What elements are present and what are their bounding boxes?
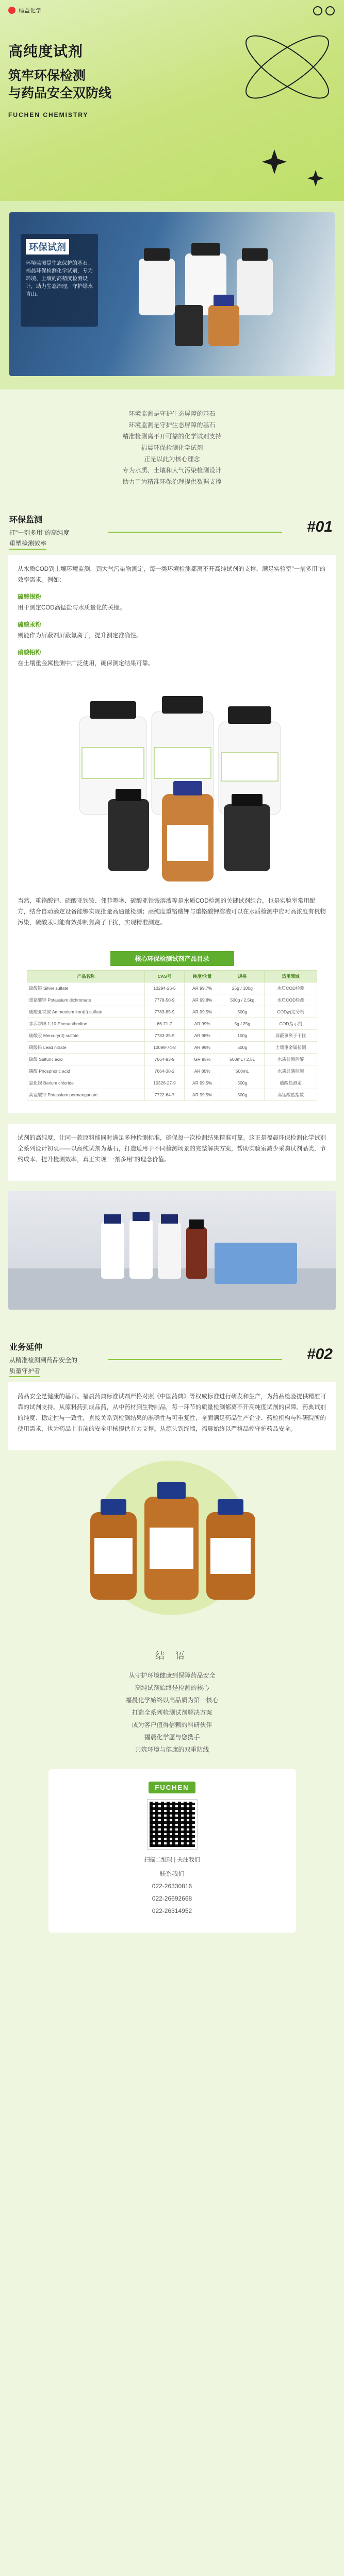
table-cell: 500g [220,1089,265,1101]
section-02-kicker: 业务延伸 [9,1343,43,1352]
product-bottles-image [18,675,324,892]
table-cell: AR 85% [185,1065,220,1077]
account-name: 畅益化学 [19,8,41,14]
table-cell: 土壤重金属检测 [265,1042,317,1054]
table-cell: AR 99.8% [185,994,220,1006]
table-cell: AR 99.5% [185,1089,220,1101]
table-cell: 500g [220,1077,265,1089]
closing-section [0,1633,344,1963]
section-01-body [8,555,336,944]
table-cell: 500mL [220,1065,265,1077]
table-row [27,1065,317,1077]
section-divider [108,1359,282,1360]
promo-banner [9,212,335,376]
table-cell: 500g [220,1006,265,1018]
table-cell: 66-71-7 [144,1018,184,1030]
qr-code-icon[interactable] [148,1800,197,1849]
section-01-line3: 重塑检测效率 [9,539,46,550]
table-cell: 高锰酸盐指数 [265,1089,317,1101]
intro-line: 专为水质、土壤和大气污染检测设计 [122,467,222,474]
reagent-heading: 硫酸银粉 [18,594,41,600]
closing-line: 从守护环境健康到保障药品安全 [128,1672,216,1679]
table-cell: 7722-64-7 [144,1089,184,1101]
table-header: CAS号 [144,971,184,982]
section-divider [108,532,282,533]
contact-info [48,1868,296,1917]
table-cell: 氯化钡 Barium chloride [27,1077,145,1089]
table-cell: 7783-85-9 [144,1006,184,1018]
table-cell: 高锰酸钾 Potassium permanganate [27,1089,145,1101]
contact-phone[interactable]: 022-26692668 [152,1895,192,1902]
body-paragraph: 在土壤重金属检测中广泛使用，确保测定结果可靠。 [18,660,154,667]
section-01-number: #01 [306,518,333,535]
table-cell: 7664-93-9 [144,1054,184,1065]
intro-line: 助力于为精准环保治理提供数据支撑 [122,478,222,485]
intro-line: 福晨环保检测化学试剂 [141,444,203,451]
table-cell: 5g / 25g [220,1018,265,1030]
banner-desc: 环境监测是生态保护的基石。福晨环保检测化学试剂，专为环境、土壤的高精度检测设计，助力生态治理，守护绿水青山。 [26,261,93,297]
section-02-line2: 从精准检测到药品安全的 [9,1357,78,1364]
section-02-number: #02 [306,1346,333,1363]
table-cell: 500g / 2.5kg [220,994,265,1006]
table-cell: AR 99% [185,1042,220,1054]
table-cell: 硝酸铅 Lead nitrate [27,1042,145,1054]
reagent-heading: 硝酸铅粉 [18,650,41,656]
orbit-decoration-icon [210,0,344,201]
hero-subtitle [8,67,111,102]
table-header: 规格 [220,971,265,982]
intro-line: 环境监测是守护生态屏障的基石 [128,421,216,429]
fuchem-logo: FUCHEN [149,1782,195,1793]
promo-banner-section [0,201,344,389]
table-cell: 500g [220,1042,265,1054]
table-cell: 水质总磷检测 [265,1065,317,1077]
section-01-tail [8,1124,336,1181]
table-row [27,1018,317,1030]
banner-tag: 环保试剂 [26,239,69,255]
intro-line: 正是以此为核心理念 [144,455,200,463]
table-cell: AR 99.5% [185,1077,220,1089]
table-cell: 重铬酸钾 Potassium dichromate [27,994,145,1006]
table-cell: 硫酸亚铁铵 Ammonium iron(II) sulfate [27,1006,145,1018]
contact-card [48,1769,296,1933]
table-cell: AR 98% [185,1030,220,1042]
table-cell: 邻菲啰啉 1,10-Phenanthroline [27,1018,145,1030]
section-02-line3: 质量守护者 [9,1366,40,1377]
table-cell: AR 99.5% [185,1006,220,1018]
table-cell: 硫酸汞 Mercury(II) sulfate [27,1030,145,1042]
table-row [27,1030,317,1042]
table-cell: 水质检测消解 [265,1054,317,1065]
table-cell: 硫酸 Sulfuric acid [27,1054,145,1065]
product-table-section [8,944,336,1113]
table-row [27,1054,317,1065]
table-cell: 硫酸盐测定 [265,1077,317,1089]
section-02-body [8,1382,336,1450]
qr-caption: 扫描二维码 | 关注我们 [144,1857,200,1863]
banner-card [21,234,98,327]
table-row [27,982,317,994]
account-logo-icon [8,7,15,14]
table-header: 纯度/含量 [185,971,220,982]
closing-line: 共筑环境与健康的双重防线 [135,1746,209,1753]
section-01-head [0,503,344,555]
section-02 [0,1330,344,1633]
table-cell: 500mL / 2.5L [220,1054,265,1065]
lab-photo-image [8,1191,336,1310]
table-row [27,994,317,1006]
table-cell: 磷酸 Phosphoric acid [27,1065,145,1077]
table-cell: 屏蔽氯离子干扰 [265,1030,317,1042]
table-cell: 7778-50-9 [144,994,184,1006]
body-paragraph: 用于测定COD高锰盐与水质量化的关键。 [18,605,126,611]
table-cell: AR 99.7% [185,982,220,994]
section-01-kicker: 环保监测 [9,516,43,524]
body-paragraph: 当然，重铬酸钾、硫酸亚铁铵、邻菲啰啉、硫酸亚铁铵溶液等是水质COD检测的关键试剂组合，也是实验室常用配方，结合自动滴定设备能够实现批量高通量检测；高纯度重铬酸钾与重铬酸钾溶液可以在水质检测中应对高浓度有机物污染，硫酸汞则能有效抑制氯离子干扰，实现精准测定。 [18,898,326,926]
section-01 [0,503,344,1330]
table-cell: COD滴定分析 [265,1006,317,1018]
contact-phone[interactable]: 022-26330816 [152,1883,192,1890]
hero-title: 高纯度试剂 [8,43,84,59]
closing-text [8,1669,336,1756]
closing-line: 打造全系列检测试剂解决方案 [132,1709,212,1716]
hero-subtitle-line-2: 与药品安全双防线 [8,86,112,100]
intro-section [0,389,344,503]
table-header: 产品名称 [27,971,145,982]
account-bar[interactable] [8,6,41,14]
intro-line: 精准检测离不开可靠的化学试剂支持 [122,433,222,440]
table-row [27,1006,317,1018]
table-row [27,1089,317,1101]
closing-line: 福晨化学始终以高品质为第一核心 [125,1697,219,1704]
hero-brand: FUCHEN CHEMISTRY [8,111,89,118]
table-cell: 水质COD检测 [265,994,317,1006]
table-cell: 硫酸银 Silver sulfate [27,982,145,994]
table-cell: 10099-74-8 [144,1042,184,1054]
amber-bottles-image [0,1450,344,1620]
closing-line: 福晨化学愿与您携手 [144,1734,200,1741]
table-cell: 100g [220,1030,265,1042]
lab-photo [8,1191,336,1310]
product-table-title: 核心环保检测试剂产品目录 [110,951,234,966]
body-paragraph: 从水质COD到土壤环境监测，到大气污染物测定，每一类环境检测都离不开高纯试剂的支撑，满足实验室"一剂多用"的效率需求。例如： [18,566,326,583]
table-header: 适用领域 [265,971,317,982]
closing-line: 成为客户值得信赖的科研伙伴 [132,1721,212,1728]
table-cell: COD指示剂 [265,1018,317,1030]
table-cell: 7783-35-9 [144,1030,184,1042]
table-cell: 25g / 100g [220,982,265,994]
body-paragraph: 药品安全是健康的基石。福晨药典标准试剂严格对照《中国药典》等权威标准进行研发和生产，为药品检验提供精准可靠的试剂支持。从原料药到成品药，从中药材到生物制品，每一环节的质量检测都离不开高纯度试剂的保障。药典试剂的纯度、稳定性与一致性，直接关系到检测结果的准确性与可重复性，全面满足药品生产企业、药检机构与科研院所的使用需求，也为药品上市前的安全审核提供有力支撑。从源头到终端，福晨始终以严格品控守护药品安全。 [18,1394,326,1432]
reagent-bottles-image [118,228,324,362]
table-cell: 10294-26-5 [144,982,184,994]
table-cell: 水质COD检测 [265,982,317,994]
table-row [27,1077,317,1089]
product-table [27,970,317,1101]
table-cell: AR 99% [185,1018,220,1030]
table-row [27,1042,317,1054]
contact-title: 联系我们 [159,1870,185,1877]
hero-section [0,0,344,201]
body-paragraph: 则能作为屏蔽剂屏蔽氯离子，提升测定准确性。 [18,633,142,639]
table-cell: GR 98% [185,1054,220,1065]
table-cell: 7664-38-2 [144,1065,184,1077]
body-paragraph: 试剂的高纯度，让同一款原料能同时满足多种检测标准，确保每一次检测结果精准可靠。这正是福晨环保检测化学试剂全系列设计初衷——以高纯试剂为基石，打造适用于不同检测场景的完整解决方案，帮助实验室减少采购试剂品类，节约成本、提升检测效率，真正实现"一剂多用"的理念价值。 [18,1135,326,1163]
intro-line: 环境监测是守护生态屏障的基石 [128,410,216,417]
section-02-head [0,1330,344,1382]
closing-title: 结 语 [155,1651,189,1661]
contact-phone[interactable]: 022-26314952 [152,1907,192,1914]
hero-subtitle-line-1: 筑牢环保检测 [8,69,86,83]
reagent-heading: 硫酸汞粉 [18,622,41,628]
table-cell: 10326-27-9 [144,1077,184,1089]
section-01-line2: 打"一剂多用"的高纯度 [9,529,70,536]
table-header-row [27,971,317,982]
closing-line: 高纯试剂始终是检测的核心 [135,1684,209,1691]
